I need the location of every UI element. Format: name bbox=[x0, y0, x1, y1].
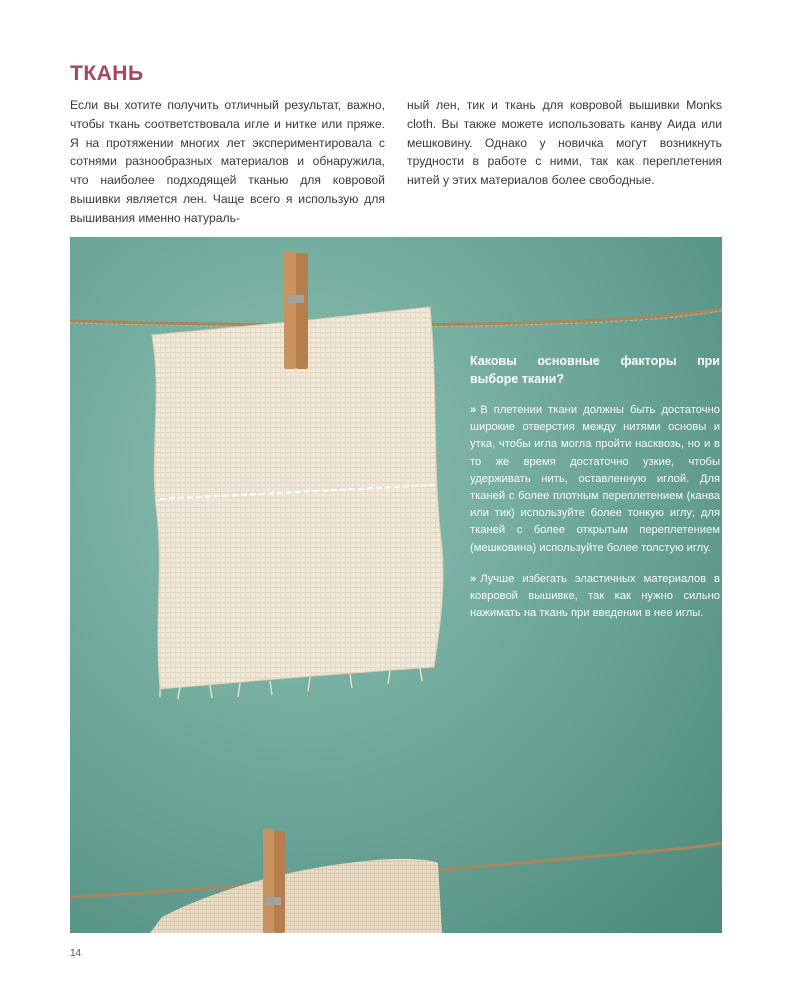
body-column-right bbox=[407, 96, 722, 190]
body-column-left bbox=[70, 96, 385, 228]
sidebar-paragraph-1-text: В плетении ткани должны быть достаточно широкие отверстия между нитями основы и утка, чтобы игла могла пройти насквозь, но и в то же время достаточно узкие, чтобы удерживать нить, оставленную иглой. Для тканей с более плотным переплетением (канва или тик) используйте более тонкую иглу; для тканей с более открытым переплетением (мешковина) используйте более толстую иглу. bbox=[470, 404, 720, 554]
sidebar-box bbox=[470, 352, 720, 636]
sidebar-paragraph-2-text: Лучше избегать эластичных материалов в ковровой вышивке, так как нужно сильно нажимать на ткань при введении в нее иглы. bbox=[470, 572, 720, 620]
sidebar-heading: Каковы основные факторы при выборе ткани? bbox=[470, 354, 720, 386]
fabric-photo bbox=[70, 237, 722, 933]
body-text-left: Если вы хотите получить отличный результат, важно, чтобы ткань соответствовала игле и нитке или пряже. Я на протяжении многих лет экспериментировала с сотнями разнообразных материалов и обнаружила, что наиболее подходящей тканью для ковровой вышивки является лен. Чаще всего я использую для вышивания именно натураль- bbox=[70, 98, 385, 225]
clothespin-top bbox=[284, 251, 308, 369]
bullet-icon: » bbox=[470, 572, 477, 585]
bullet-icon: » bbox=[470, 404, 477, 416]
body-text-right: ный лен, тик и ткань для ковровой вышивки Monks cloth. Вы также можете использовать канву Аида или мешковину. Однако у новичка могут возникнуть трудности в работе с ними, так как переплетения нитей у этих материалов более свободные. bbox=[407, 98, 722, 188]
sidebar-paragraph-1 bbox=[470, 402, 720, 557]
clothespin-bottom bbox=[263, 829, 285, 933]
page-number: 14 bbox=[70, 948, 82, 959]
section-title: ТКАНЬ bbox=[70, 62, 144, 85]
sidebar-paragraph-2 bbox=[470, 571, 720, 623]
